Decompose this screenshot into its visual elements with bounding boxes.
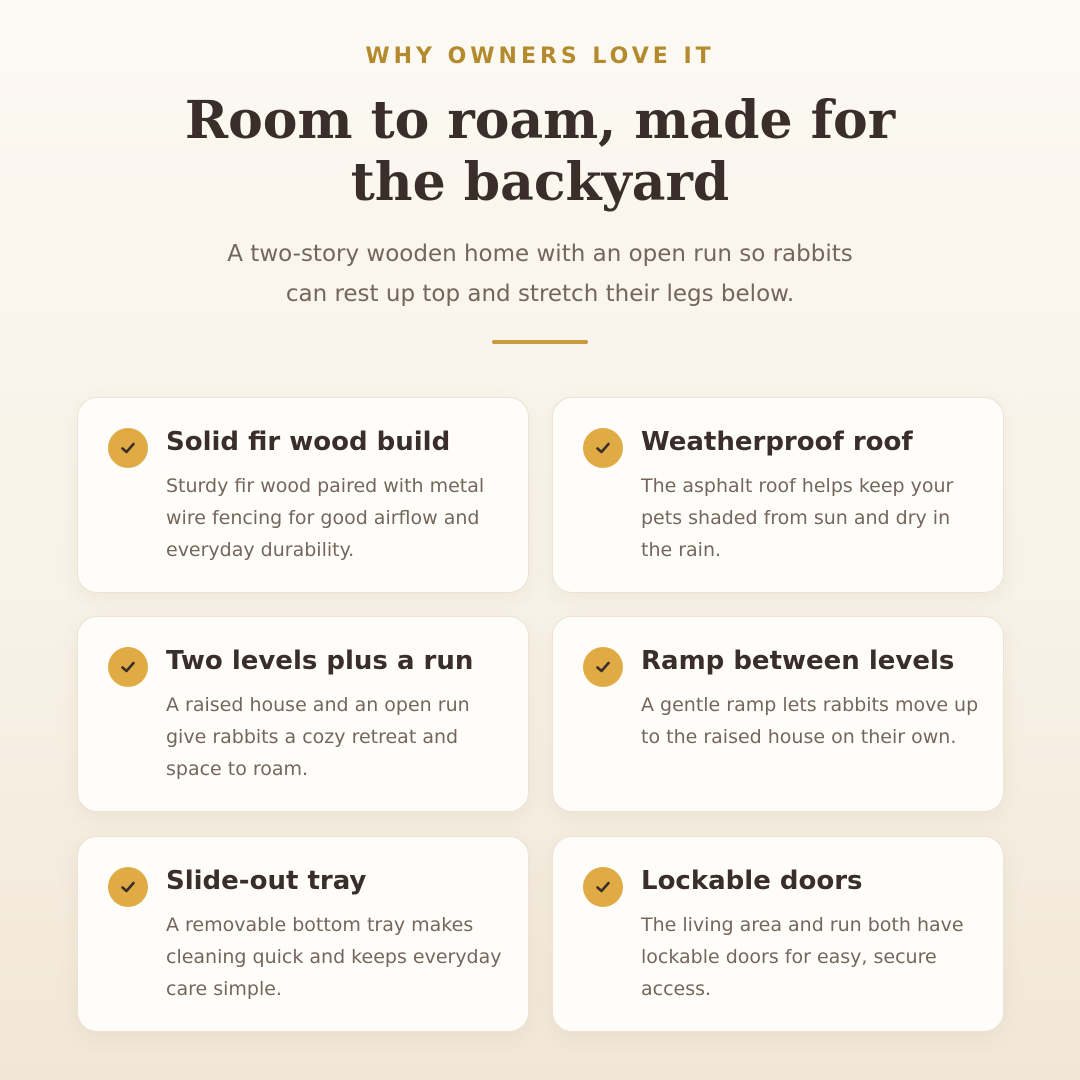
feature-description: A gentle ramp lets rabbits move up to the raised house on their own. bbox=[641, 694, 979, 748]
feature-title: Ramp between levels bbox=[641, 646, 955, 676]
check-icon bbox=[583, 647, 623, 687]
feature-card-fir-wood bbox=[77, 397, 529, 593]
feature-description: Sturdy fir wood paired with metal wire fencing for good airflow and everyday durability. bbox=[166, 475, 485, 561]
check-icon bbox=[108, 428, 148, 468]
feature-title: Slide-out tray bbox=[166, 866, 367, 896]
check-icon bbox=[583, 867, 623, 907]
page-title: Room to roam, made for the backyard bbox=[184, 90, 896, 213]
feature-description: A raised house and an open run give rabbits a cozy retreat and space to roam. bbox=[166, 694, 470, 780]
header-divider bbox=[492, 340, 588, 344]
check-icon bbox=[108, 867, 148, 907]
feature-description: The asphalt roof helps keep your pets shaded from sun and dry in the rain. bbox=[641, 475, 954, 561]
feature-card-ramp bbox=[552, 616, 1004, 812]
check-icon bbox=[583, 428, 623, 468]
feature-card-weatherproof-roof bbox=[552, 397, 1004, 593]
feature-description: A removable bottom tray makes cleaning quick and keeps everyday care simple. bbox=[166, 914, 502, 1000]
feature-title: Lockable doors bbox=[641, 866, 863, 896]
feature-title: Weatherproof roof bbox=[641, 427, 913, 457]
feature-description: The living area and run both have lockable doors for easy, secure access. bbox=[641, 914, 964, 1000]
check-icon bbox=[108, 647, 148, 687]
page-subtitle: A two-story wooden home with an open run so rabbits can rest up top and stretch their legs below. bbox=[227, 241, 853, 307]
feature-title: Two levels plus a run bbox=[166, 646, 474, 676]
eyebrow-label: WHY OWNERS LOVE IT bbox=[365, 44, 715, 69]
feature-card-slide-out-tray bbox=[77, 836, 529, 1032]
feature-card-lockable-doors bbox=[552, 836, 1004, 1032]
feature-card-two-levels bbox=[77, 616, 529, 812]
feature-title: Solid fir wood build bbox=[166, 427, 451, 457]
